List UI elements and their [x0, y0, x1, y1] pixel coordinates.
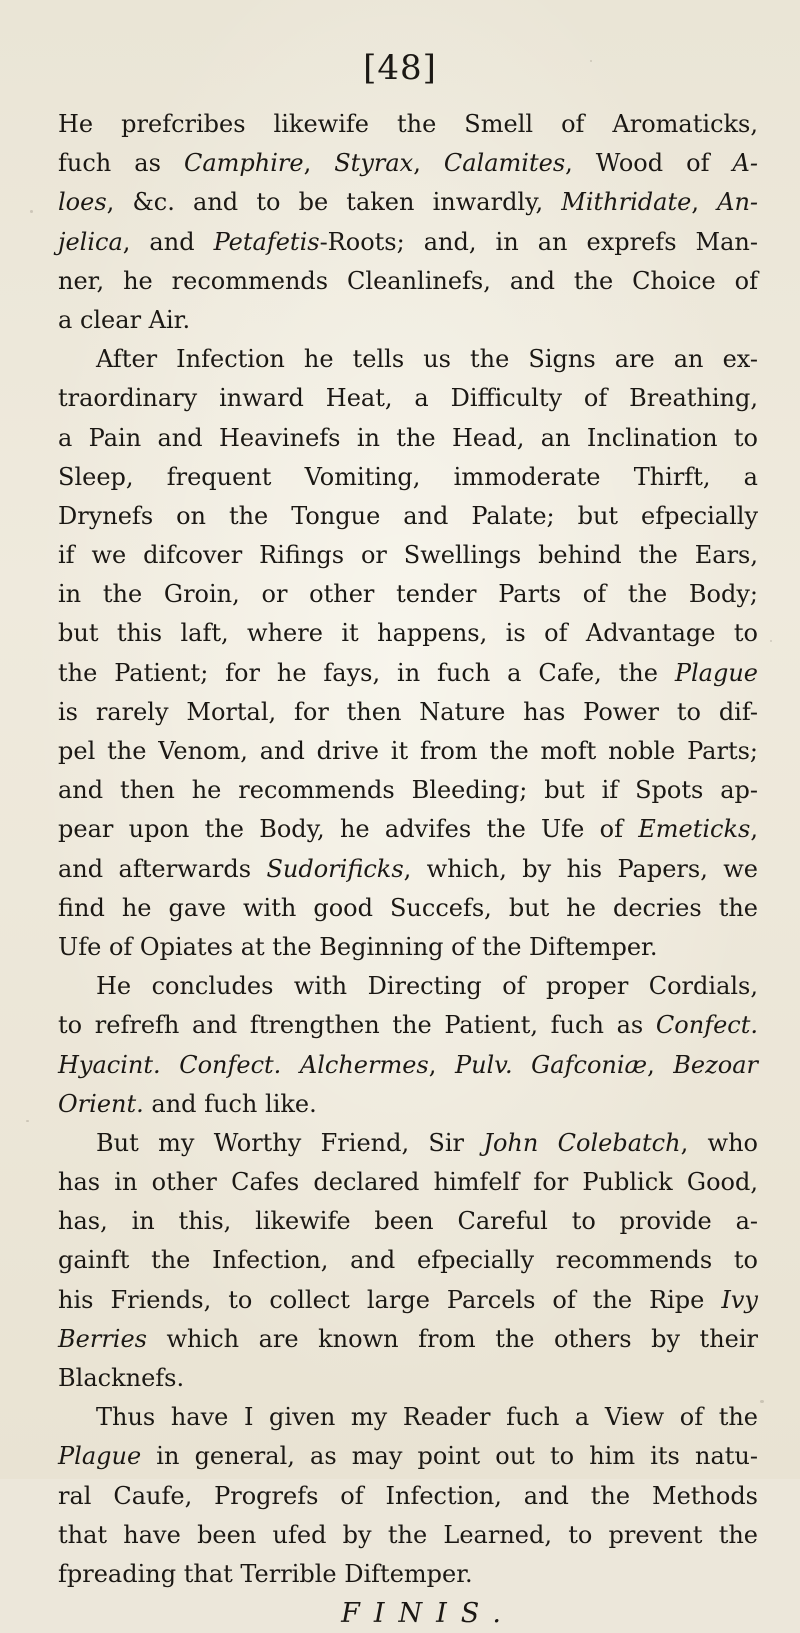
text-line: ner, he recommends Cleanlinefs, and the Choice of — [58, 266, 758, 295]
text-line: fuch as Camphire, Styrax, Calamites, Wood of A- — [58, 149, 758, 178]
text-line: to refrefh and ftrengthen the Patient, fuch as Confect. — [58, 1011, 758, 1040]
text-line: that have been ufed by the Learned, to prevent the — [58, 1520, 758, 1549]
text-line: traordinary inward Heat, a Difficulty of Breathing, — [58, 384, 758, 413]
text-line: Plague in general, as may point out to him its natu- — [58, 1442, 758, 1471]
text-line: Hyacint. Confect. Alchermes, Pulv. Gafconiæ, Bezoar — [58, 1050, 759, 1079]
text-line: Thus have I given my Reader fuch a View of the — [96, 1403, 758, 1432]
text-lines — [58, 105, 758, 1594]
text-line: his Friends, to collect large Parcels of the Ripe Ivy — [58, 1285, 758, 1314]
text-line: but this laft, where it happens, is of Advantage to — [58, 619, 758, 648]
text-line: and afterwards Sudorificks, which, by his Papers, we — [58, 854, 758, 883]
text-line: pel the Venom, and drive it from the moft noble Parts; — [58, 737, 758, 765]
paper-speck — [30, 210, 33, 213]
text-line: Berries which are known from the others by their — [58, 1324, 758, 1353]
paper-speck — [770, 640, 772, 642]
text-line: a clear Air. — [58, 305, 191, 334]
text-line: gainft the Infection, and efpecially recommends to — [58, 1246, 758, 1275]
paper-speck — [26, 1120, 29, 1122]
text-line: a Pain and Heavinefs in the Head, an Inclination to — [58, 423, 758, 452]
page-number: [48] — [363, 48, 437, 88]
text-line: ral Caufe, Progrefs of Infection, and the Methods — [58, 1481, 758, 1510]
text-line: Sleep, frequent Vomiting, immoderate Thirft, a — [58, 462, 758, 491]
text-line: Ufe of Opiates at the Beginning of the Diftemper. — [58, 932, 658, 961]
text-line: has, in this, likewife been Careful to provide a- — [58, 1207, 758, 1236]
text-line: Orient. and fuch like. — [58, 1089, 317, 1118]
text-line: Drynefs on the Tongue and Palate; but efpecially — [58, 501, 758, 530]
body-text — [58, 105, 758, 1633]
finis-heading: FINIS. — [341, 1598, 515, 1630]
text-line: find he gave with good Succefs, but he decries the — [58, 893, 758, 922]
text-line: the Patient; for he fays, in fuch a Cafe, the Plague — [58, 658, 758, 687]
text-line: He prefcribes likewife the Smell of Aromaticks, — [58, 110, 758, 138]
text-line: But my Worthy Friend, Sir John Colebatch, who — [96, 1128, 758, 1157]
text-line: loes, &c. and to be taken inwardly, Mithridate, An- — [58, 188, 759, 217]
text-line: in the Groin, or other tender Parts of the Body; — [58, 580, 758, 609]
text-line: if we difcover Rifings or Swellings behind the Ears, — [58, 541, 758, 570]
text-line: After Infection he tells us the Signs are an ex- — [96, 345, 758, 374]
text-line: Blacknefs. — [58, 1364, 185, 1392]
paper-speck — [760, 1400, 764, 1403]
text-line: is rarely Mortal, for then Nature has Power to dif- — [58, 697, 758, 726]
text-line: has in other Cafes declared himfelf for Publick Good, — [58, 1168, 758, 1197]
text-line: He concludes with Directing of proper Cordials, — [96, 972, 758, 1001]
text-line: jelica, and Petafetis-Roots; and, in an exprefs Man- — [58, 227, 759, 256]
text-line: pear upon the Body, he advifes the Ufe of Emeticks, — [58, 815, 758, 844]
text-line: and then he recommends Bleeding; but if Spots ap- — [58, 776, 758, 805]
paper-speck — [590, 60, 592, 62]
text-line: fpreading that Terrible Diftemper. — [58, 1559, 473, 1588]
